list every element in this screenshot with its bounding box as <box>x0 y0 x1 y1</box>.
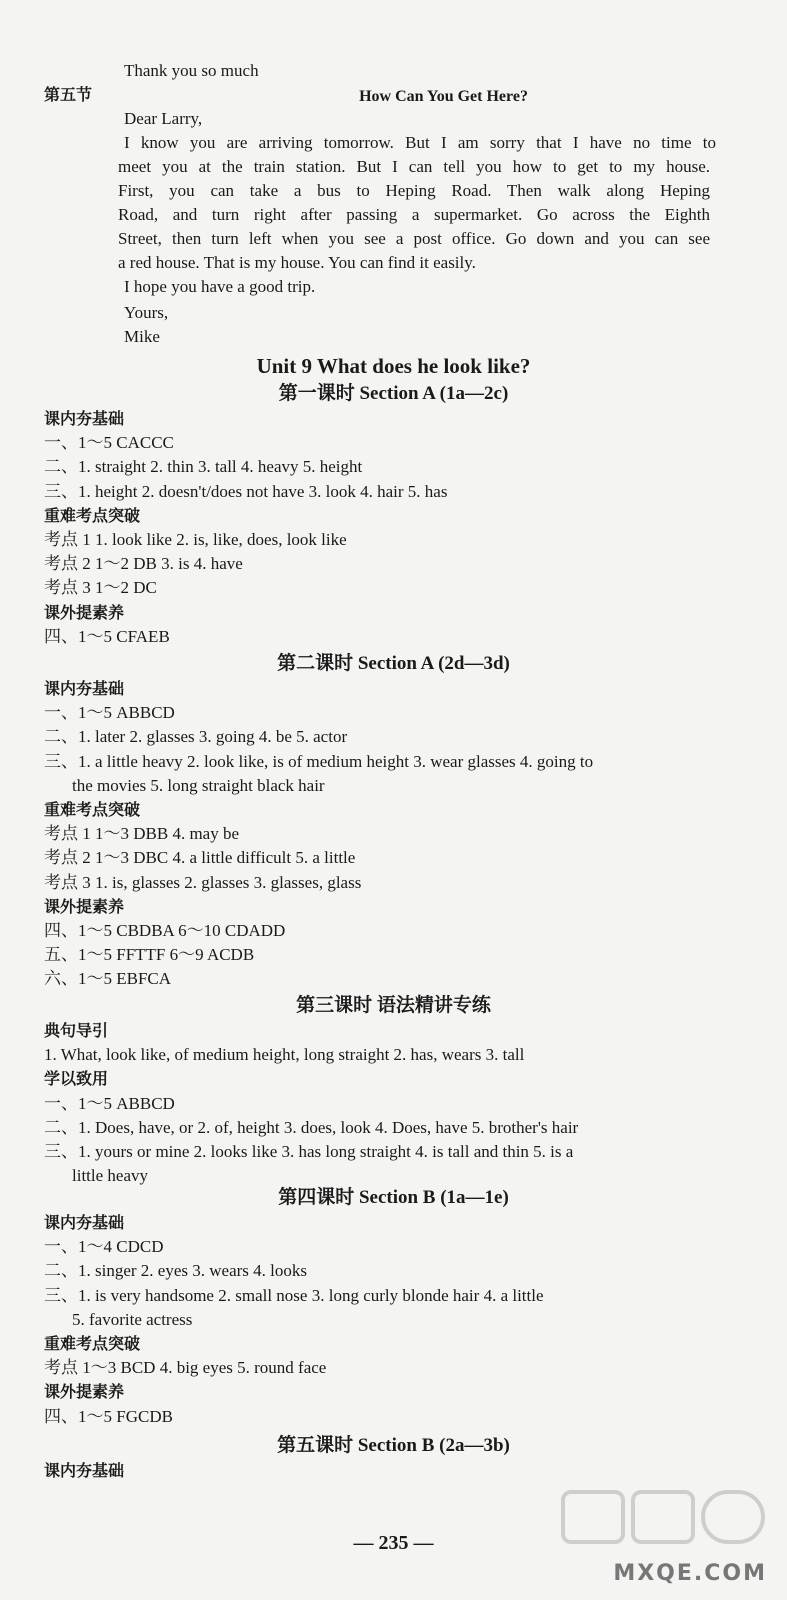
lesson-title: 第二课时 Section A (2d—3d) <box>277 653 510 674</box>
answer-section-heading: 课外提素养 <box>44 1382 125 1401</box>
answer-section-heading: 课内夯基础 <box>44 679 125 698</box>
answer-line: 二、1. singer 2. eyes 3. wears 4. looks <box>44 1261 307 1280</box>
closing-prev: Thank you so much <box>124 61 259 80</box>
page-number: — 235 — <box>353 1532 434 1554</box>
answer-line: 一、1～5 ABBCD <box>44 1094 175 1113</box>
answer-section-heading: 课外提素养 <box>44 897 125 916</box>
answer-section-heading: 课外提素养 <box>44 603 125 622</box>
letter-body-line: Street, then turn left when you see a post office. Go down and you can see <box>118 229 710 248</box>
answer-line: little heavy <box>72 1166 149 1185</box>
answer-line: 四、1～5 FGCDB <box>44 1407 173 1426</box>
answer-line: 三、1. height 2. doesn't/does not have 3. look 4. hair 5. has <box>44 482 448 501</box>
answer-line: 二、1. later 2. glasses 3. going 4. be 5. actor <box>44 727 348 746</box>
answer-section-heading: 重难考点突破 <box>44 506 141 525</box>
lesson-title: 第四课时 Section B (1a—1e) <box>278 1187 509 1208</box>
answer-line: 考点 3 1. is, glasses 2. glasses 3. glasses, glass <box>44 873 362 892</box>
letter-body-line: First, you can take a bus to Heping Road. Then walk along Heping <box>118 181 710 200</box>
answer-line: 考点 1 1～3 DBB 4. may be <box>44 824 240 843</box>
letter-body-line: a red house. That is my house. You can find it easily. <box>118 253 476 272</box>
answer-line: 考点 3 1～2 DC <box>44 578 157 597</box>
answer-line: 二、1. straight 2. thin 3. tall 4. heavy 5. height <box>44 457 363 476</box>
answer-line: 四、1～5 CFAEB <box>44 627 170 646</box>
answer-section-heading: 重难考点突破 <box>44 1334 141 1353</box>
letter-body-line: I know you are arriving tomorrow. But I am sorry that I have no time to <box>124 133 716 152</box>
answer-section-heading: 课内夯基础 <box>44 409 125 428</box>
lesson-title: 第一课时 Section A (1a—2c) <box>278 383 509 404</box>
answer-line: the movies 5. long straight black hair <box>72 776 325 795</box>
answer-section-heading: 典句导引 <box>44 1021 109 1040</box>
answer-line: 二、1. Does, have, or 2. of, height 3. does, look 4. Does, have 5. brother's hair <box>44 1118 579 1137</box>
letter-body-line: I hope you have a good trip. <box>124 277 316 296</box>
answer-line: 考点 2 1～2 DB 3. is 4. have <box>44 554 243 573</box>
answer-line: 三、1. yours or mine 2. looks like 3. has long straight 4. is tall and thin 5. is a <box>44 1142 574 1161</box>
letter-signature: Mike <box>124 327 160 346</box>
letter-title: How Can You Get Here? <box>359 88 528 105</box>
letter-closing: Yours, <box>124 303 169 322</box>
answer-section-heading: 学以致用 <box>44 1069 109 1088</box>
answer-section-heading: 课内夯基础 <box>44 1461 125 1480</box>
answer-line: 一、1～4 CDCD <box>44 1237 164 1256</box>
section-label: 第五节 <box>44 85 93 104</box>
lesson-title: 第三课时 语法精讲专练 <box>296 995 491 1016</box>
lesson-title: 第五课时 Section B (2a—3b) <box>277 1435 510 1456</box>
answer-line: 考点 1～3 BCD 4. big eyes 5. round face <box>44 1358 327 1377</box>
answer-section-heading: 课内夯基础 <box>44 1213 125 1232</box>
letter-body-line: Road, and turn right after passing a supermarket. Go across the Eighth <box>118 205 710 224</box>
salutation: Dear Larry, <box>124 109 203 128</box>
answer-line: 一、1～5 CACCC <box>44 433 174 452</box>
answer-line: 一、1～5 ABBCD <box>44 703 175 722</box>
answer-line: 三、1. is very handsome 2. small nose 3. long curly blonde hair 4. a little <box>44 1286 544 1305</box>
watermark-text: MXQE.COM <box>613 1561 767 1586</box>
answer-line: 六、1～5 EBFCA <box>44 969 172 988</box>
answer-line: 三、1. a little heavy 2. look like, is of medium height 3. wear glasses 4. going to <box>44 752 594 771</box>
unit-title: Unit 9 What does he look like? <box>256 354 531 378</box>
answer-line: 5. favorite actress <box>72 1310 193 1329</box>
answer-section-heading: 重难考点突破 <box>44 800 141 819</box>
answer-line: 考点 1 1. look like 2. is, like, does, look like <box>44 530 347 549</box>
answer-line: 考点 2 1～3 DBC 4. a little difficult 5. a little <box>44 848 356 867</box>
answer-line: 四、1～5 CBDBA 6～10 CDADD <box>44 921 286 940</box>
letter-body-line: meet you at the train station. But I can tell you how to get to my house. <box>118 157 710 176</box>
answer-line: 五、1～5 FFTTF 6～9 ACDB <box>44 945 255 964</box>
answer-line: 1. What, look like, of medium height, long straight 2. has, wears 3. tall <box>44 1045 525 1064</box>
